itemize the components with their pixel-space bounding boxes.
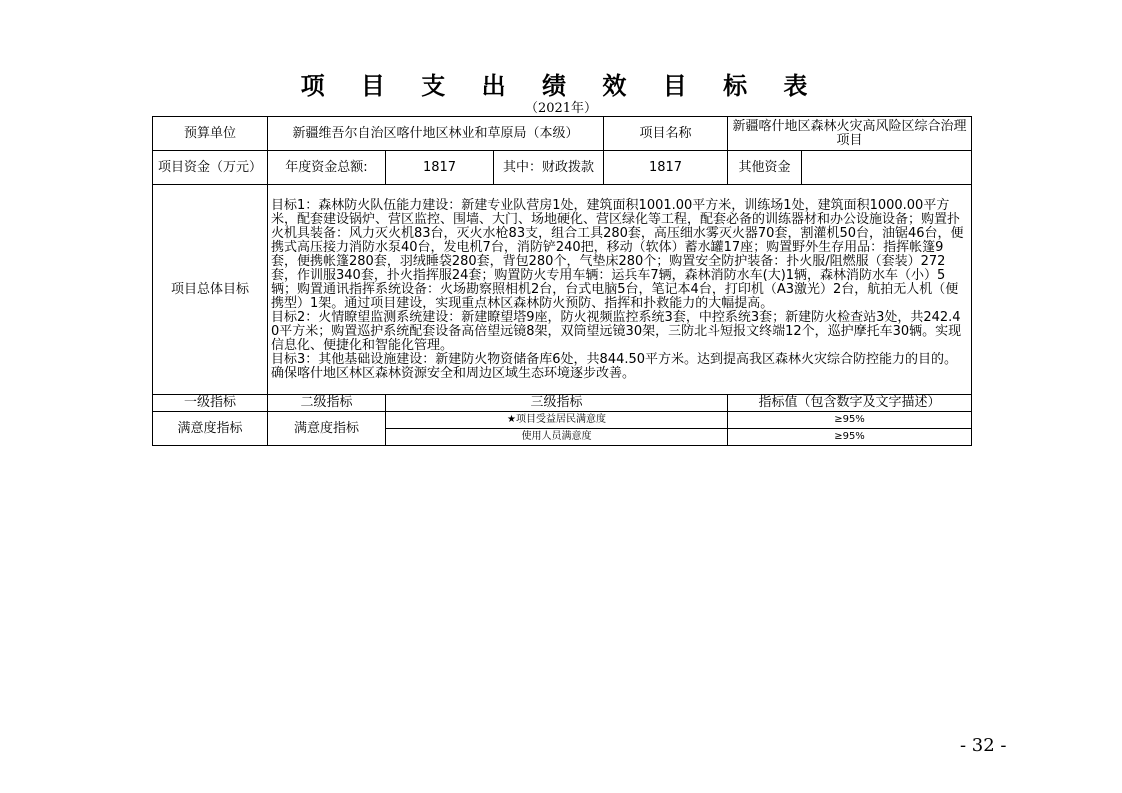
indicator-value-row-2: ≥95% (728, 429, 972, 446)
other-fund-label: 其他资金 (728, 151, 802, 185)
goal-paragraph-3: 目标3：其他基础设施建设：新建防火物资储备库6处，共844.50平方米。达到提高我区森林火灾综合防控能力的目的。确保喀什地区林区森林资源安全和周边区域生态环境逐步改善。 (271, 351, 958, 381)
level2-indicator-satisfaction: 满意度指标 (268, 412, 386, 446)
header-level1-indicator: 一级指标 (153, 395, 268, 412)
overall-goal-content (268, 185, 972, 395)
level3-indicator-row-1: ★项目受益居民满意度 (386, 412, 728, 429)
header-level2-indicator: 二级指标 (268, 395, 386, 412)
other-fund-value (802, 151, 972, 185)
level1-indicator-satisfaction: 满意度指标 (153, 412, 268, 446)
project-name-value: 新疆喀什地区森林火灾高风险区综合治理项目 (728, 117, 972, 151)
goal-paragraph-1: 目标1：森林防火队伍能力建设：新建专业队营房1处，建筑面积1001.00平方米，训练场1处，建筑面积1000.00平方米，配套建设锅炉、营区监控、围墙、大门、场地硬化、营区绿化等工程，配套必备的训练器材和办公设施设备；购置扑火机具装备：风力灭火机83台，灭火水枪83支，组合工具280套，高压细水雾灭火器70套，割灌机50台，油锯46台，便携式高压接力消防水泵40台，发电机7台，消防铲240把，移动（软体）蓄水罐17座；购置野外生存用品：指挥帐篷9套，便携帐篷280套，羽绒睡袋280套，背包280个，气垫床280个；购置安全防护装备：扑火服/阻燃服（套装）272套，作训服340套，扑火指挥服24套；购置防火专用车辆：运兵车7辆，森林消防水车(大)1辆，森林消防水车（小）5辆；购置通讯指挥系统设备：火场勘察照相机2台，台式电脑5台，笔记本4台，打印机（A3激光）2台，航拍无人机（便携型）1架。通过项目建设，实现重点林区森林防火预防、指挥和扑救能力的大幅提高。 (271, 197, 964, 311)
budget-unit-label: 预算单位 (153, 117, 268, 151)
page-number: - 32 - (960, 735, 1007, 756)
project-name-label: 项目名称 (604, 117, 728, 151)
project-fund-label: 项目资金（万元） (153, 151, 268, 185)
header-level3-indicator: 三级指标 (386, 395, 728, 412)
overall-goal-label: 项目总体目标 (153, 185, 268, 395)
performance-target-table (152, 116, 972, 446)
budget-unit-value: 新疆维吾尔自治区喀什地区林业和草原局（本级） (268, 117, 604, 151)
level3-indicator-row-2: 使用人员满意度 (386, 429, 728, 446)
page-subtitle-year: （2021年） (524, 101, 598, 116)
annual-total-value: 1817 (386, 151, 494, 185)
page-title: 项 目 支 出 绩 效 目 标 表 (300, 72, 822, 100)
goal-paragraph-2: 目标2：火情瞭望监测系统建设：新建瞭望塔9座，防火视频监控系统3套，中控系统3套；新建防火检查站3处，共242.40平方米；购置巡护系统配套设备高倍望远镜8架，双筒望远镜30架，三防北斗短报文终端12个，巡护摩托车30辆。实现信息化、便捷化和智能化管理。 (271, 309, 962, 353)
fiscal-fund-label: 其中：财政拨款 (494, 151, 604, 185)
indicator-value-row-1: ≥95% (728, 412, 972, 429)
header-indicator-value: 指标值（包含数字及文字描述） (728, 395, 972, 412)
annual-total-label: 年度资金总额: (268, 151, 386, 185)
fiscal-fund-value: 1817 (604, 151, 728, 185)
